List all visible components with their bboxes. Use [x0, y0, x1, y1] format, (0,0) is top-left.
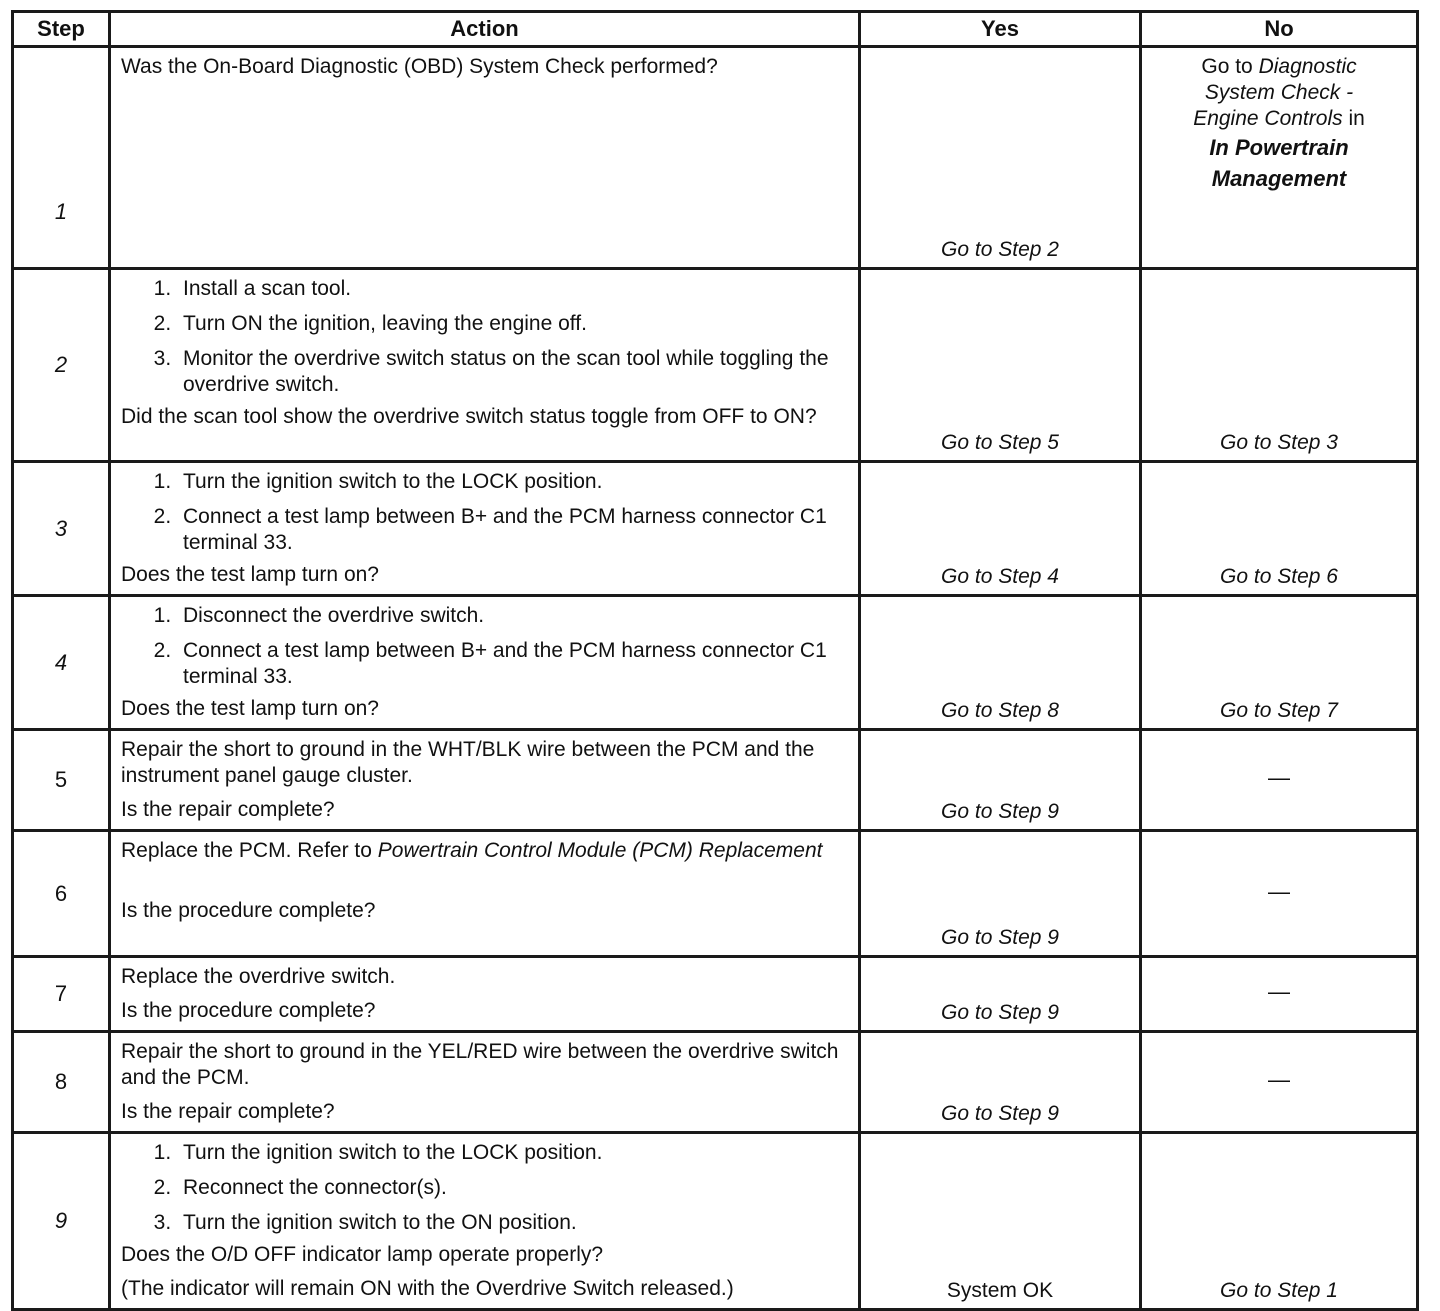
action-cell: [110, 730, 860, 831]
action-step: 1. Install a scan tool.: [177, 276, 848, 302]
action-steps: [121, 469, 848, 556]
action-note: (The indicator will remain ON with the Overdrive Switch released.): [121, 1277, 734, 1300]
action-cell: [110, 1133, 860, 1310]
header-yes: Yes: [860, 12, 1141, 47]
yes-cell: Go to Step 9: [860, 957, 1141, 1032]
no-mid: in: [1342, 107, 1365, 130]
yes-cell: Go to Step 9: [860, 730, 1141, 831]
no-cell: [1141, 47, 1418, 269]
table-row: [13, 462, 1418, 596]
table-row: [13, 1032, 1418, 1133]
table-row: [13, 730, 1418, 831]
yes-cell: Go to Step 9: [860, 1032, 1141, 1133]
action-cell: [110, 957, 860, 1032]
action-question: Is the repair complete?: [121, 798, 335, 821]
action-text: Repair the short to ground in the YEL/RED wire between the overdrive switch and the PCM.: [121, 1040, 839, 1089]
yes-cell: Go to Step 9: [860, 831, 1141, 957]
yes-cell: Go to Step 2: [860, 47, 1141, 269]
header-no: No: [1141, 12, 1418, 47]
action-cell: [110, 1032, 860, 1133]
action-question: Does the test lamp turn on?: [121, 697, 379, 720]
no-cell: Go to Step 1: [1141, 1133, 1418, 1310]
action-steps: [121, 1140, 848, 1236]
action-steps: [121, 603, 848, 690]
action-question: Does the test lamp turn on?: [121, 563, 379, 586]
no-cell: —: [1141, 831, 1418, 957]
action-cell: [110, 462, 860, 596]
action-text: Repair the short to ground in the WHT/BLK wire between the PCM and the instrument panel gauge cluster.: [121, 738, 815, 787]
action-question: Was the On-Board Diagnostic (OBD) System Check performed?: [121, 55, 718, 78]
no-ref-line-1: In Powertrain: [1209, 135, 1349, 160]
action-cell: [110, 831, 860, 957]
step-number: 5: [13, 730, 110, 831]
no-cell: —: [1141, 957, 1418, 1032]
no-link: Diagnostic System Check - Engine Controls: [1193, 55, 1357, 130]
action-question: Is the procedure complete?: [121, 999, 376, 1022]
action-step: 1. Turn the ignition switch to the LOCK position.: [177, 1140, 848, 1166]
no-cell: Go to Step 3: [1141, 269, 1418, 462]
step-number: 7: [13, 957, 110, 1032]
action-text-link: Powertrain Control Module (PCM) Replacement: [377, 839, 823, 862]
yes-cell: System OK: [860, 1133, 1141, 1310]
action-step: 2. Reconnect the connector(s).: [177, 1175, 848, 1201]
action-question: Did the scan tool show the overdrive switch status toggle from OFF to ON?: [121, 405, 817, 428]
action-steps: [121, 276, 848, 398]
step-number: 3: [13, 462, 110, 596]
action-step: 2. Connect a test lamp between B+ and the PCM harness connector C1 terminal 33.: [177, 638, 848, 690]
yes-cell: Go to Step 4: [860, 462, 1141, 596]
header-step: Step: [13, 12, 110, 47]
no-cell: —: [1141, 730, 1418, 831]
no-cell: Go to Step 7: [1141, 596, 1418, 730]
no-cell: Go to Step 6: [1141, 462, 1418, 596]
action-cell: [110, 47, 860, 269]
step-number: 4: [13, 596, 110, 730]
action-text-prefix: Replace the PCM. Refer to: [121, 839, 378, 862]
table-row: [13, 596, 1418, 730]
action-step: 2. Connect a test lamp between B+ and the PCM harness connector C1 terminal 33.: [177, 504, 848, 556]
action-step: 3. Turn the ignition switch to the ON position.: [177, 1210, 848, 1236]
yes-cell: Go to Step 5: [860, 269, 1141, 462]
step-number: 1: [13, 47, 110, 269]
action-question: Is the repair complete?: [121, 1100, 335, 1123]
action-cell: [110, 269, 860, 462]
no-ref-line-2: Management: [1211, 166, 1347, 191]
step-number: 8: [13, 1032, 110, 1133]
step-number: 9: [13, 1133, 110, 1310]
table-row: [13, 269, 1418, 462]
action-text: Replace the overdrive switch.: [121, 965, 396, 988]
yes-cell: Go to Step 8: [860, 596, 1141, 730]
step-number: 6: [13, 831, 110, 957]
action-step: 1. Disconnect the overdrive switch.: [177, 603, 848, 629]
step-number: 2: [13, 269, 110, 462]
action-question: Is the procedure complete?: [121, 899, 376, 922]
action-step: 1. Turn the ignition switch to the LOCK position.: [177, 469, 848, 495]
action-question: Does the O/D OFF indicator lamp operate properly?: [121, 1243, 604, 1266]
action-cell: [110, 596, 860, 730]
table-row: [13, 47, 1418, 269]
diagnostic-table: [11, 10, 1419, 1311]
table-row: [13, 1133, 1418, 1310]
table-row: [13, 831, 1418, 957]
no-cell: —: [1141, 1032, 1418, 1133]
no-prefix: Go to: [1201, 55, 1259, 78]
header-row: [13, 12, 1418, 47]
action-step: 2. Turn ON the ignition, leaving the engine off.: [177, 311, 848, 337]
action-text: [121, 838, 848, 864]
table-row: [13, 957, 1418, 1032]
action-step: 3. Monitor the overdrive switch status on the scan tool while toggling the overdrive switch.: [177, 346, 848, 398]
header-action: Action: [110, 12, 860, 47]
